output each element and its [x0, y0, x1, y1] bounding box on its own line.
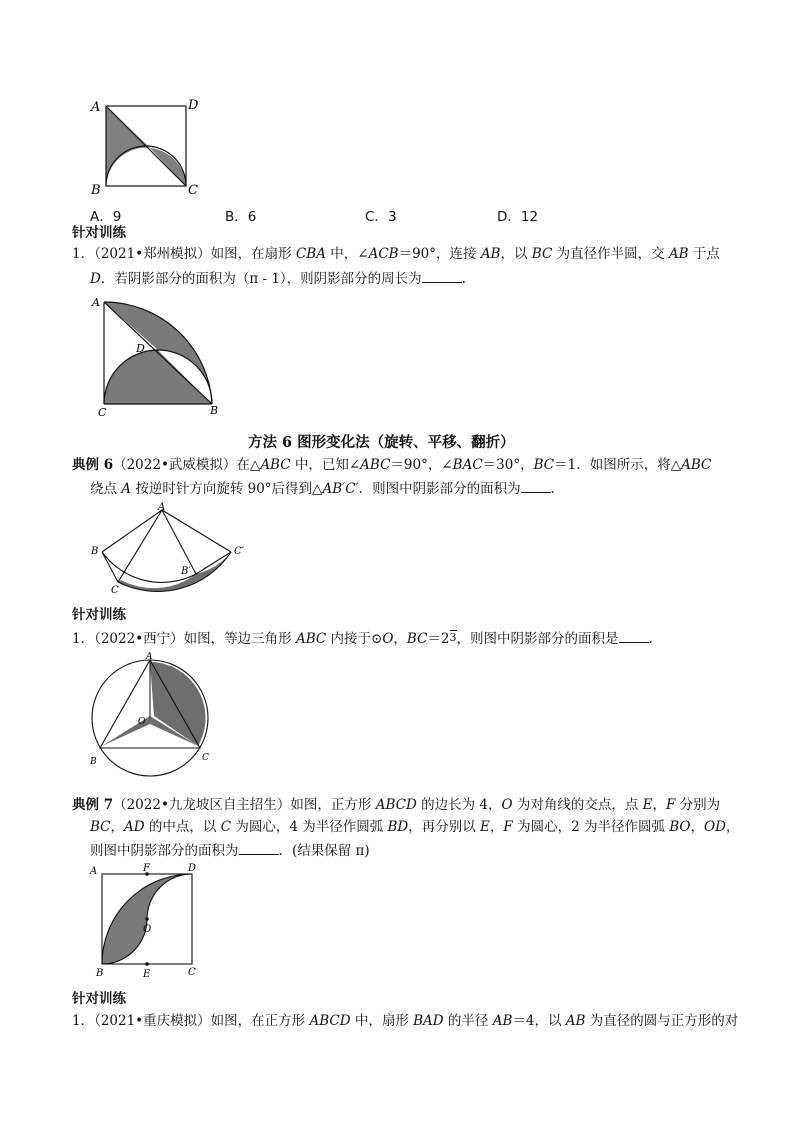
- seg-ac: [118, 510, 162, 582]
- label-d: D: [188, 98, 199, 113]
- practice-1-line-1: 1．（2021•郑州模拟）如图，在扇形 CBA 中，∠ACB＝90°，连接 AB，以 BC 为直径作半圆，交 AB 于点: [72, 246, 720, 262]
- option-a: A．9: [90, 209, 122, 225]
- practice-heading-1: 针对训练: [72, 225, 126, 241]
- answer-blank[interactable]: [521, 478, 551, 493]
- method-6-title: 方法 6 图形变化法（旋转、平移、翻折）: [248, 434, 515, 451]
- label-d-5: D: [188, 863, 197, 874]
- label-b-2: B: [210, 404, 219, 417]
- practice-3-line-1: 1．（2021•重庆模拟）如图，在正方形 ABCD 中，扇形 BAD 的半径 AB＝4，以 AB 为直径的圆与正方形的对: [72, 1013, 739, 1029]
- label-cp-3: C′: [234, 546, 244, 557]
- label-a-4: A: [146, 652, 153, 662]
- figure-rotation: [88, 502, 248, 598]
- practice-1-line-2: D．若阴影部分的面积为（π - 1），则阴影部分的周长为 ．: [90, 268, 475, 288]
- label-f-5: F: [143, 863, 150, 874]
- label-c-2: C: [98, 406, 107, 419]
- figure-inscribed-triangle: [86, 652, 216, 776]
- example-6-line-1: 典例 6（2022•武威模拟）在△ABC 中，已知∠ABC＝90°，∠BAC＝30°，BC＝1．如图所示，将△ABC: [72, 457, 712, 473]
- answer-blank[interactable]: [619, 628, 649, 643]
- label-a-5: A: [90, 866, 98, 877]
- example-7-line-3: 则图中阴影部分的面积为 ．(结果保留 π): [90, 840, 370, 860]
- arc-od: [147, 874, 192, 919]
- practice-heading-3: 针对训练: [72, 991, 126, 1007]
- figure-square-semicircle: [86, 96, 199, 198]
- label-a: A: [91, 100, 101, 115]
- label-c: C: [188, 183, 198, 198]
- point-o: [145, 917, 149, 921]
- label-o-4: O: [138, 717, 146, 727]
- label-a-2: A: [92, 296, 100, 309]
- label-b-5: B: [96, 968, 104, 979]
- option-c: C．3: [365, 209, 397, 225]
- answer-blank[interactable]: [422, 268, 462, 283]
- example-6-line-2: 绕点 A 按逆时针方向旋转 90°后得到△AB′C′．则图中阴影部分的面积为 ．: [90, 478, 564, 498]
- practice-heading-2: 针对训练: [72, 607, 126, 623]
- seg-ab: [102, 510, 162, 552]
- option-b: B．6: [225, 209, 257, 225]
- label-b-3: B: [91, 546, 99, 557]
- label-c-3: C: [111, 585, 119, 596]
- label-d-2: D: [136, 342, 145, 355]
- seg-ab-prime: [162, 510, 196, 574]
- figure-square-arcs: [88, 860, 200, 980]
- point-e: [145, 962, 149, 966]
- label-b: B: [91, 183, 101, 198]
- label-a-3: A: [158, 502, 166, 513]
- label-bp-3: B′: [181, 566, 191, 577]
- option-d: D．12: [497, 209, 539, 225]
- example-7-line-2: BC，AD 的中点，以 C 为圆心，4 为半径作圆弧 BD，再分别以 E，F 为圆心，2 为半径作圆弧 BO，OD，: [90, 819, 740, 835]
- figure-sector-semicircle: [88, 294, 228, 418]
- label-b-4: B: [90, 757, 97, 767]
- label-c-5: C: [188, 967, 196, 978]
- practice-2-line-1: 1．（2022•西宁）如图，等边三角形 ABC 内接于⊙O，BC＝23，则图中阴影部分的面积是 ．: [72, 628, 662, 648]
- label-o-5: O: [143, 924, 152, 935]
- answer-blank[interactable]: [239, 840, 279, 855]
- label-c-4: C: [202, 753, 209, 763]
- label-e-5: E: [143, 969, 151, 980]
- example-7-line-1: 典例 7（2022•九龙坡区自主招生）如图，正方形 ABCD 的边长为 4，O 为对角线的交点，点 E，F 分别为: [72, 797, 721, 813]
- seg-ac-prime: [162, 510, 231, 552]
